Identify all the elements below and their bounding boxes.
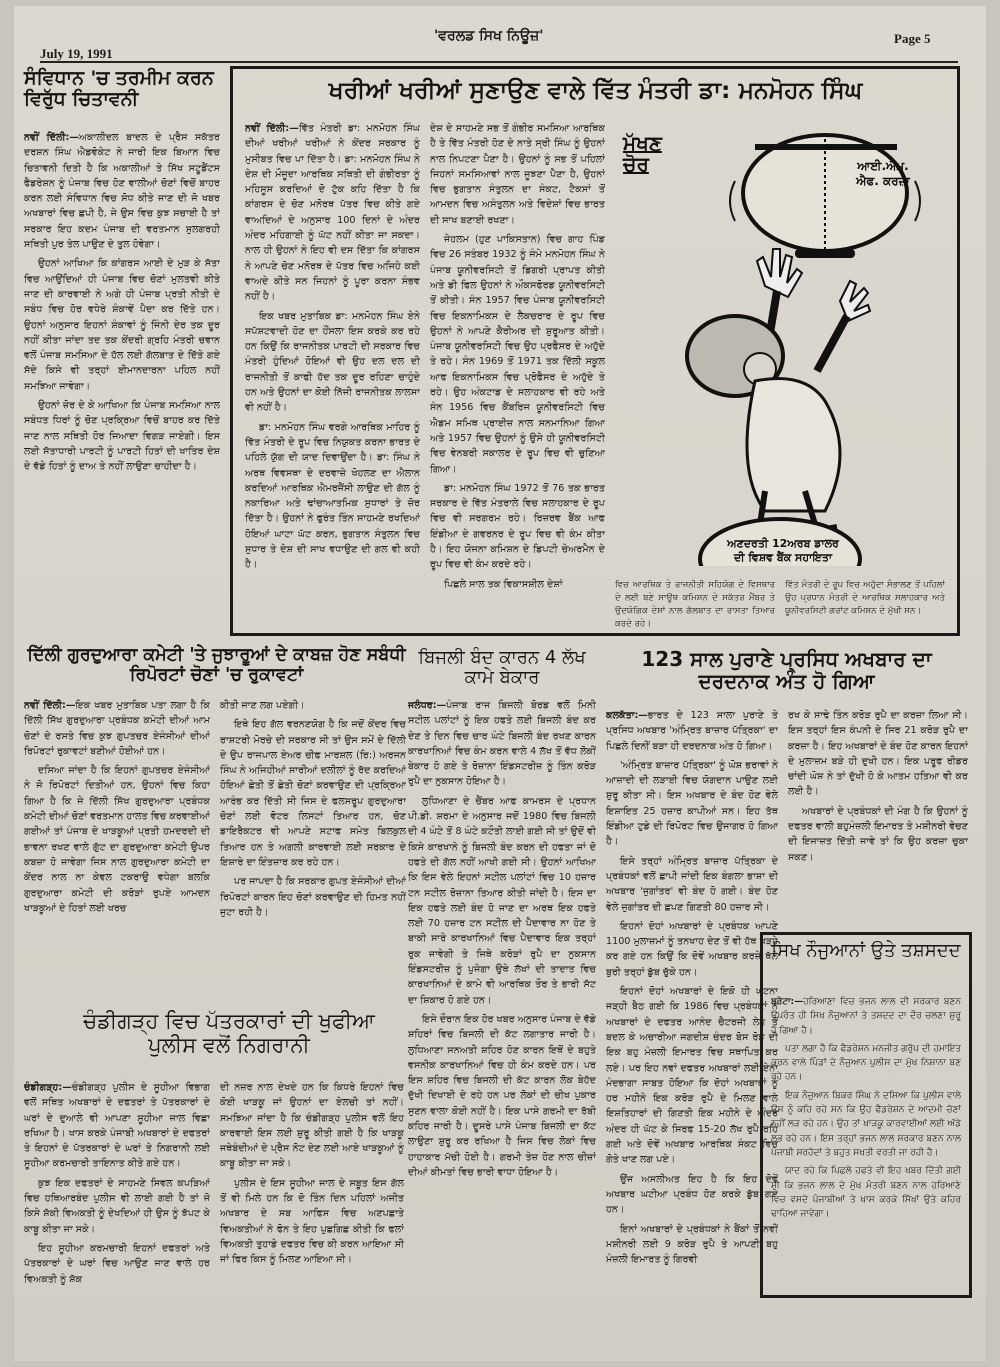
newspaper-name: 'ਵਰਲਡ ਸਿਖ ਨਿਊਜ਼' <box>434 28 544 44</box>
paragraph: ਵਿੱਤ ਮੰਤਰੀ ਡਾ: ਮਨਮੋਹਨ ਸਿੰਘ ਦੀਆਂ ਖਰੀਆਂ ਖਰੀਆਂ ਨੇ ਕੇਂਦਰ ਸਰਕਾਰ ਨੂੰ ਮੁਸੀਬਤ ਵਿਚ ਪਾ ਦਿੱਤਾ ਹੈ। ਡਾ: ਮਨਮੋਹਨ ਸਿੰਘ ਨੇ ਦੇਸ਼ ਦੀ ਮੌਜੂਦਾ ਆਰਥਿਕ ਸਥਿਤੀ ਦੀ ਗੰਭੀਰਤਾ ਨੂੰ ਮਹਿਸੂਸ ਕਰਦਿਆਂ ਦੋ ਟੁੱਕ ਕਹਿ ਦਿੱਤਾ ਹੈ ਕਿ ਕਾਂਗਰਸ ਦੇ ਚੋਣ ਮਨੋਰਥ ਪੱਤਰ ਵਿਚ ਕੀਤੇ ਗਏ ਵਾਅਦਿਆਂ ਦੇ ਅਨੁਸਾਰ 100 ਦਿਨਾਂ ਦੇ ਅੰਦਰ ਅੰਦਰ ਮਹਿਗਾਈ ਨੂੰ ਘੱਟ ਨਹੀਂ ਕੀਤਾ ਜਾ ਸਕਦਾ। ਨਾਲ ਹੀ ਉਹਨਾਂ ਨੇ ਇਹ ਵੀ ਦਸ ਦਿੱਤਾ ਕਿ ਕਾਂਗਰਸ ਨੇ ਆਪਣੇ ਚੋਣ ਮਨੋਰਥ ਦੇ ਪੱਤਰ ਵਿਚ ਅਜਿਹੇ ਕਈ ਵਾਅਦੇ ਕੀਤੇ ਸਨ ਜਿਹਨਾਂ ਨੂੰ ਪੂਰਾ ਕਰਨਾ ਸੰਭਵ ਨਹੀਂ ਹੈ। <box>245 123 420 303</box>
paragraph: ਇਥੇ ਇਹ ਗੱਲ ਵਰਨਣਯੋਗ ਹੈ ਕਿ ਜਦੋਂ ਕੇਂਦਰ ਵਿਚ ਰਾਸ਼ਟਰੀ ਮੋਰਚੇ ਦੀ ਸਰਕਾਰ ਸੀ ਤਾਂ ਉਸ ਸਮੇਂ ਦੇ ਦਿੱਲੀ ਦੇ ਉਪ ਰਾਜਪਾਲ ਏਅਰ ਚੀਫ ਮਾਰਸ਼ਲ (ਰਿ:) ਅਰਜਨ ਸਿੰਘ ਨੇ ਅਜਿਹੀਆਂ ਸਾਰੀਆਂ ਦਲੀਲਾਂ ਨੂੰ ਰੱਦ ਕਰਦਿਆਂ ਹੋਇਆਂ ਛੇਤੀ ਤੋਂ ਛੇਤੀ ਚੋਣਾਂ ਕਰਵਾਉਣ ਦੀ ਪ੍ਰਕ੍ਰਿਆ ਆਰੰਭ ਕਰ ਦਿੱਤੀ ਸੀ ਜਿਸ ਦੇ ਫਲਸਰੂਪ ਗੁਰਦੁਆਰਾ ਚੋਣਾਂ ਲਈ ਵੋਟਰ ਲਿਸਟਾਂ ਤਿਆਰ ਹਨ, ਚੋਣ ਡਾਇਰੈਕਟਰ ਵੀ ਆਪਣੇ ਸਟਾਫ ਸਮੇਤ ਬਿਲਕੁਲ ਤਿਆਰ ਹਨ ਤੇ ਅਗਲੀ ਕਾਰਵਾਈ ਲਈ ਸਰਕਾਰ ਦੇ ਇਸ਼ਾਰੇ ਦਾ ਇੰਤਜ਼ਾਰ ਕਰ ਰਹੇ ਹਨ। <box>220 719 406 868</box>
paragraph: ਇਹਨਾਂ ਦੋਹਾਂ ਅਖਬਾਰਾਂ ਦੇ ਪ੍ਰਬੰਧਕ ਆਪਣੇ 1100 ਮੁਲਾਜ਼ਮਾਂ ਨੂੰ ਤਨਖਾਹ ਦੇਣ ਤੋਂ ਵੀ ਹੱਥ ਖੜ੍ਹੇ ਕਰ ਗਏ ਹਨ ਕਿਉਂ ਕਿ ਦੋਵੇਂ ਅਖਬਾਰ ਕਰਜ਼ੇ ਥੱਲੇ ਬੁਰੀ ਤਰ੍ਹਾਂ ਡੁੱਬ ਚੁੱਕੇ ਹਨ। <box>606 920 778 978</box>
paragraph: ਪੰਜਾਬ ਰਾਜ ਬਿਜਲੀ ਬੋਰਡ ਵਲੋਂ ਮਿਨੀ ਸਟੀਲ ਪਲਾਂਟਾਂ ਨੂੰ ਇਕ ਹਫਤੇ ਲਈ ਬਿਜਲੀ ਬੰਦ ਕਰ ਦੇਣ ਤੇ ਦਿਨ ਵਿਚ ਚਾਰ ਘੰਟੇ ਬਿਜਲੀ ਬੰਦ ਰਖਣ ਕਾਰਨ ਕਾਰਖਾਨਿਆਂ ਵਿਚ ਕੰਮ ਕਰਨ ਵਾਲੇ 4 ਲੱਖ ਤੋਂ ਵੱਧ ਲੋਕੀਂ ਬੇਕਾਰ ਹੋ ਗਏ ਤੇ ਰੋਜ਼ਾਨਾ ਇੰਡਸਟਰੀਜ਼ ਨੂੰ ਤਿੰਨ ਕਰੋੜ ਰੁਪੈ ਦਾ ਨੁਕਸਾਨ ਹੋਇਆ ਹੈ। <box>408 700 596 788</box>
paragraph: ਉਹਨਾਂ ਆਖਿਆ ਕਿ ਕਾਂਗਰਸ ਆਈ ਦੇ ਮੁੜ ਕੇ ਸੱਤਾ ਵਿਚ ਆਉਂਦਿਆਂ ਹੀ ਪੰਜਾਬ ਵਿਚ ਚੋਣਾਂ ਮੁਲਤਵੀ ਕੀਤੇ ਜਾਣ ਦੀ ਕਾਰਵਾਈ ਨੇ ਅਗੇ ਹੀ ਪੰਜਾਬ ਪ੍ਰਤੀ ਨੀਤੀ ਦੇ ਸਬੰਧ ਵਿਚ ਹੋਰ ਵਧੇਰੇ ਸ਼ੰਕਾਵੇਂ ਪੈਦਾ ਕਰ ਦਿੱਤੇ ਹਨ। ਉਹਨਾਂ ਅਨੁਸਾਰ ਇਹਨਾਂ ਸ਼ੰਕਾਵਾਂ ਨੂੰ ਜਿੰਨੀ ਦੇਰ ਤਕ ਦੂਰ ਨਹੀਂ ਕੀਤਾ ਜਾਂਦਾ ਤਦ ਤਕ ਕੇਂਦਰੀ ਗ੍ਰਹਿ ਮੰਤਰੀ ਚਵਾਨ ਵਲੋਂ ਪੰਜਾਬ ਸਮਸਿਆ ਦੇ ਹੱਲ ਲਈ ਗੱਲਬਾਤ ਦੇ ਦਿੱਤੇ ਗਏ ਸੱਦੇ ਕਿਸੇ ਵੀ ਤਰ੍ਹਾਂ ਈਮਾਨਦਾਰਨਾ ਪਹਿਲ ਨਹੀਂ ਸਮਝਿਆ ਜਾਵੇਗਾ। <box>24 258 220 392</box>
chandigarh-column-2 <box>220 1080 404 1348</box>
paragraph: ਇਸੇ ਦੌਰਾਨ ਇਕ ਹੋਰ ਖਬਰ ਅਨੁਸਾਰ ਪੰਜਾਬ ਦੇ ਵੱਡੇ ਸ਼ਹਿਰਾਂ ਵਿਚ ਬਿਜਲੀ ਦੀ ਕੱਟ ਲਗਾਤਾਰ ਜਾਰੀ ਹੈ। ਲੁਧਿਆਣਾ ਸਨਅਤੀ ਸ਼ਹਿਰ ਹੋਣ ਕਾਰਨ ਇਥੋਂ ਦੇ ਬਹੁਤੇ ਵਸਨੀਕ ਕਾਰਖਾਨਿਆਂ ਵਿਚ ਹੀ ਕੰਮ ਕਰਦੇ ਹਨ। ਪਰ ਇਸ ਸ਼ਹਿਰ ਵਿਚ ਬਿਜਲੀ ਦੀ ਕੱਟ ਕਾਰਨ ਲੋਕ ਬੇਹੱਦ ਦੁੱਖੀ ਦਿਖਾਈ ਦੇ ਰਹੇ ਹਨ ਪਰ ਲੋਕਾਂ ਦੀ ਚੀਖ ਪੁਕਾਰ ਸੁਣਨ ਵਾਲਾ ਕੋਈ ਨਹੀਂ ਹੈ। ਇਕ ਪਾਸੇ ਗਰਮੀ ਦਾ ਰੱਬੀ ਕਹਿਰ ਜਾਰੀ ਹੈ। ਦੂਸਰੇ ਪਾਸੇ ਪੰਜਾਬ ਬਿਜਲੀ ਦਾ ਕੱਟ ਲਾਉਣਾ ਸ਼ੁਰੂ ਕਰ ਰਖਿਆ ਹੈ ਜਿਸ ਵਿਚ ਲੋਕਾਂ ਵਿਚ ਹਾਹਾਕਾਰ ਮੱਚੀ ਹੋਈ ਹੈ। ਗਰਮੀ ਤੇਜ਼ ਹੋਣ ਨਾਲ ਚੀਜ਼ਾਂ ਦੀਆਂ ਕੀਮਤਾਂ ਵਿਚ ਭਾਰੀ ਵਾਧਾ ਹੋਇਆ ਹੈ। <box>408 1013 596 1178</box>
constitution-dateline: ਨਵੀਂ ਦਿੱਲੀ:— <box>24 132 79 143</box>
paragraph: ਇਹਨਾਂ ਦੋਹਾਂ ਅਖਬਾਰਾਂ ਦੇ ਇਕੋ ਹੀ ਘਟਨਾ ਜੜ੍ਹੀ ਬੈਠ ਗਈ ਕਿ 1986 ਵਿਚ ਪ੍ਰਬੰਧਕਾਂ ਨੇ ਅਖਬਾਰਾਂ ਦੇ ਦਫਤਰ ਆਨੰਦ ਚੈਟਰਜੀ ਲੇਨ ਤੋਂ ਬਦਲ ਕੇ ਅਚਾਰੀਆ ਜਗਦੀਸ਼ ਚੰਦਰ ਬੋਸ ਰੋਡ ਦੀ ਇਕ ਬਹੁ ਮੰਜ਼ਲੀ ਇਮਾਰਤ ਵਿਚ ਸਥਾਪਿਤ ਕਰ ਲਏ। ਪਰ ਇਹ ਨਵਾਂ ਦਫਤਰ ਅਖਬਾਰਾਂ ਲਈ ਏਨਾ ਮੰਦਭਾਗਾ ਸਾਬਤ ਹੋਇਆ ਕਿ ਦੋਹਾਂ ਅਖਬਾਰਾਂ ਨੂੰ ਹਰ ਮਹੀਨੇ ਇਕ ਕਰੋੜ ਰੁਪੈ ਦੇ ਮਿਲਣ ਵਾਲੇ ਇਸ਼ਤਿਹਾਰਾਂ ਦੀ ਗਿਣਤੀ ਇਕ ਮਹੀਨੇ ਦੇ ਅੰਦਰ ਅੰਦਰ ਹੀ ਘੱਟ ਕੇ ਸਿਰਫ 15-20 ਲੱਖ ਰੁਪੈ ਰਹਿ ਗਈ ਅਤੇ ਦੋਵੇਂ ਅਖਬਾਰ ਆਰਥਿਕ ਸੰਕਟ ਵਿਚ ਗੋਤੇ ਖਾਣ ਲਗ ਪਏ। <box>606 986 778 1166</box>
gurdwara-headline: ਦਿੱਲੀ ਗੁਰਦੁਆਰਾ ਕਮੇਟੀ 'ਤੇ ਜੁਝਾਰੂਆਂ ਦੇ ਕਾਬਜ਼ ਹੋਣ ਸਬੰਧੀ ਰਿਪੋਰਟਾਂ ਚੋਣਾਂ 'ਚ ਰੁਕਾਵਟਾਂ <box>27 645 406 685</box>
youth-article-box <box>760 932 972 1298</box>
youth-dateline: ਬਰੇਟਾ:— <box>771 997 804 1007</box>
paragraph: ਕੁਝ ਇਕ ਦਫਤਰਾਂ ਦੇ ਸਾਹਮਣੇ ਸਿਵਲ ਕਪੜਿਆਂ ਵਿਚ ਹਥਿਆਰਬੰਦ ਪੁਲੀਸ ਵੀ ਲਾਈ ਗਈ ਹੈ ਤਾਂ ਜੋ ਕਿਸੇ ਸ਼ੱਕੀ ਵਿਅਕਤੀ ਨੂੰ ਦੇਖਦਿਆਂ ਹੀ ਉਸ ਨੂੰ ਝੱਪਟ ਕੇ ਕਾਬੂ ਕੀਤਾ ਜਾ ਸਕੇ। <box>24 1177 210 1235</box>
bijli-article-body <box>408 698 596 1348</box>
paragraph: ਰਖ ਕੇ ਸਾਢੇ ਤਿੰਨ ਕਰੋੜ ਰੁਪੈ ਦਾ ਕਰਜ਼ਾ ਲਿਆ ਸੀ। ਇਸ ਤਰ੍ਹਾਂ ਇਸ ਕੰਪਨੀ ਦੇ ਸਿਰ 21 ਕਰੋੜ ਰੁਪੈ ਦਾ ਕਰਜ਼ਾ ਹੈ। ਇਹ ਅਖਬਾਰਾਂ ਦੇ ਬੰਦ ਹੋਣ ਕਾਰਨ ਇਹਨਾਂ ਦੇ ਮੁਲਾਜ਼ਮ ਬੜੇ ਹੀ ਦੁਖੀ ਹਨ। ਇਕ ਪਰੂਫ ਰੀਡਰ ਚਾਂਦੀ ਘੋਸ਼ ਨੇ ਤਾਂ ਦੁੱਖੀ ਹੋ ਕੇ ਆਤਮ ਹਤਿਆ ਵੀ ਕਰ ਲਈ ਹੈ। <box>788 710 968 798</box>
manmohan-column-3: ਵਿਚ ਆਰਥਿਕ ਤੇ ਰਾਜਨੀਤੀ ਸਹਿਯੋਗ ਦੇ ਵਿਸਥਾਰ ਦੇ ਲਈ ਬਣੇ ਸਾਊਥ ਕਮਿਸ਼ਨ ਦੇ ਸਕੱਤਰ ਮੈਂਬਰ ਤੇ ਉਦਯੋਗਿਕ ਦੇਸ਼ਾਂ ਨਾਲ ਗੱਲਬਾਤ ਦਾ ਰਾਸਤਾ ਤਿਆਰ ਕਰਦੇ ਰਹੇ। <box>615 580 775 629</box>
cartoon-title: ਮੱਖਣ ਚੋਰ <box>623 131 662 176</box>
gurdwara-column-2 <box>220 698 406 998</box>
body <box>747 379 840 512</box>
paragraph: ਪਤਾ ਲਗਾ ਹੈ ਕਿ ਫੈਡਰੇਸ਼ਨ ਮਨਜੀਤ ਗਰੁੱਪ ਦੀ ਹਮਾਇਤ ਕਰਨ ਵਾਲੇ ਪਿੰਡਾਂ ਦੇ ਨੌਜੁਆਨ ਪੁਲੀਸ ਦਾ ਮੁੱਖ ਨਿਸ਼ਾਨਾ ਬਣ ਰਹੇ ਹਨ। <box>771 1043 961 1083</box>
constitution-headline: ਸੰਵਿਧਾਨ 'ਚ ਤਰਮੀਮ ਕਰਨ ਵਿਰੁੱਧ ਚਿਤਾਵਨੀ <box>24 67 214 111</box>
paragraph: ਲੁਧਿਆਣਾ ਦੇ ਚੈਂਬਰ ਆਫ ਕਾਮਰਸ ਦੇ ਪ੍ਰਧਾਨ ਪੀ.ਡੀ. ਸ਼ਰਮਾ ਦੇ ਅਨੁਸਾਰ ਜਦੋਂ 1980 ਵਿਚ ਬਿਜਲੀ ਦੀ 4 ਘੰਟੇ ਤੋਂ 8 ਘੰਟੇ ਕਟੌਤੀ ਲਾਈ ਗਈ ਸੀ ਤਾਂ ਉਦੋਂ ਵੀ ਕਿਸੇ ਕਾਰਖਾਨੇ ਨੂੰ ਬਿਜਲੀ ਬੰਦ ਕਰਨ ਦੀ ਹਫਤਾ ਜਾਂ ਦੋ ਹਫਤੇ ਦੀ ਗੱਲ ਨਹੀਂ ਆਖੀ ਗਈ ਸੀ। ਉਹਨਾਂ ਆਖਿਆ ਕਿ ਇਸ ਵੇਲੇ ਇਹਨਾਂ ਸਟੀਲ ਪਲਾਂਟਾਂ ਵਿਚ 10 ਹਜ਼ਾਰ ਟਨ ਸਟੀਲ ਰੋਜ਼ਾਨਾ ਤਿਆਰ ਕੀਤੀ ਜਾਂਦੀ ਹੈ। ਇਸ ਦਾ ਇਕ ਹਫਤੇ ਲਈ ਬੰਦ ਹੋ ਜਾਣ ਦਾ ਅਰਥ ਇਕ ਹਫਤੇ ਲਈ 70 ਹਜ਼ਾਰ ਟਨ ਸਟੀਲ ਦੀ ਪੈਦਾਵਾਰ ਨਾ ਹੋਣ ਤੇ ਬਾਕੀ ਸਾਰੇ ਕਾਰਖਾਨਿਆਂ ਵਿਚ ਪੈਦਾਵਾਰ ਇਕ ਤਰ੍ਹਾਂ ਰੁਕ ਜਾਵੇਗੀ ਤੇ ਜਿਥੇ ਕਰੋੜਾਂ ਰੁਪੈ ਦਾ ਨੁਕਸਾਨ ਇੰਡਸਟਰੀਜ਼ ਨੂੰ ਪੁਜੇਗਾ ਉਥੇ ਲੱਖਾਂ ਦੀ ਤਾਦਾਤ ਵਿਚ ਕਾਰਖਾਨਿਆਂ ਦੇ ਕਾਮੇ ਵੀ ਆਰਥਿਕ ਤੌਰ ਤੇ ਭਾਰੀ ਸੱਟ ਦਾ ਸ਼ਿਕਾਰ ਹੋ ਗਏ ਹਨ। <box>408 795 596 1006</box>
paragraph: ਪਰ ਜਾਪਦਾ ਹੈ ਕਿ ਸਰਕਾਰ ਗੁਪਤ ਏਜੰਸੀਆਂ ਦੀਆਂ ਰਿਪੋਰਟਾਂ ਕਾਰਨ ਇਹ ਚੋਣਾਂ ਕਰਵਾਉਣ ਦੀ ਹਿਮਤ ਨਹੀਂ ਜੁਟਾ ਰਹੀ ਹੈ। <box>220 876 406 918</box>
manmohan-headline: ਖਰੀਆਂ ਖਰੀਆਂ ਸੁਣਾਉਣ ਵਾਲੇ ਵਿੱਤ ਮੰਤਰੀ ਡਾ: ਮਨਮੋਹਨ ਸਿੰਘ <box>328 76 863 104</box>
newspaper-dateline: ਕਲਕੱਤਾ:— <box>606 710 648 721</box>
masthead-rule <box>40 61 958 63</box>
base-label: ਅਣਦਰਤੀ 12ਅਰਬ ਡਾਲਰ ਦੀ ਵਿਸ਼ਵ ਬੈਂਕ ਸਹਾਇਤਾ <box>727 537 839 564</box>
paragraph: ਦੀ ਨਜ਼ਰ ਨਾਲ ਦੇਖਦੇ ਹਨ ਕਿ ਕਿਧਰੇ ਇਹਨਾਂ ਵਿਚ ਕੋਈ ਖਾੜਕੂ ਜਾਂ ਉਹਨਾਂ ਦਾ ਏਲਚੀ ਤਾਂ ਨਹੀਂ। ਸਮਝਿਆ ਜਾਂਦਾ ਹੈ ਕਿ ਚੰਡੀਗੜ੍ਹ ਪੁਲੀਸ ਵਲੋਂ ਇਹ ਕਾਰਵਾਈ ਇਸ ਲਈ ਸ਼ੁਰੂ ਕੀਤੀ ਗਈ ਹੈ ਕਿ ਖਾੜਕੂ ਜਥੇਬੰਦੀਆਂ ਦੇ ਪ੍ਰੈਸ ਨੋਟ ਦੇਣ ਲਈ ਆਏ ਖਾੜਕੂਆਂ ਨੂੰ ਕਾਬੂ ਕੀਤਾ ਜਾ ਸਕੇ। <box>220 1082 404 1170</box>
constitution-article-body <box>24 130 220 635</box>
chandigarh-dateline: ਚੰਡੀਗੜ੍ਹ:— <box>24 1082 72 1093</box>
paragraph: ਡਾ: ਮਨਮੋਹਨ ਸਿੰਘ ਵਰਗੇ ਆਰਥਿਕ ਮਾਹਿਰ ਨੂੰ ਵਿੱਤ ਮੰਤਰੀ ਦੇ ਰੂਪ ਵਿਚ ਨਿਯੁਕਤ ਕਰਨਾ ਭਾਰਤ ਦੇ ਪਹਿਲੇ ਯੁੱਗ ਦੀ ਯਾਦ ਦਿਵਾਉਂਦਾ ਹੈ। ਡਾ: ਸਿੰਘ ਨੇ ਅਰਥ ਵਿਵਸਥਾ ਦੇ ਦਰਵਾਜ਼ੇ ਖੋਹਲਣ ਦਾ ਐਲਾਨ ਕਰਦਿਆਂ ਆਰਥਿਕ ਐਮਰਜੈਂਸੀ ਲਾਉਣ ਦੀ ਗੱਲ ਨੂੰ ਨਕਾਰਿਆ ਅਤੇ ਢਾਂਚਾਆਤਮਿਕ ਸੁਧਾਰਾਂ ਤੇ ਜ਼ੋਰ ਦਿੱਤਾ ਹੈ। ਉਹਨਾਂ ਨੇ ਫੁਰੰਤ ਤਿੰਨ ਸਾਹਮਣੇ ਰਖਦਿਆਂ ਹੋਇਆਂ ਘਾਟਾ ਘੱਟ ਕਰਨ, ਭੁਗਤਾਨ ਸੰਤੁਲਨ ਵਿਚ ਸੁਧਾਰ ਤੇ ਦੇਸ਼ ਦੀ ਸਾਖ ਵਧਾਉਣ ਦੀ ਗਲ ਵੀ ਕਹੀ ਹੈ। <box>245 421 420 571</box>
paragraph: ਹਰਿਆਣਾ ਵਿਚ ਭਜਨ ਲਾਲ ਦੀ ਸਰਕਾਰ ਬਣਨ ਉਪਰੰਤ ਹੀ ਸਿਖ ਨੌਜੁਆਨਾਂ ਤੇ ਤਸ਼ਦਦ ਦਾ ਦੌਰ ਚਲਣਾ ਸ਼ੁਰੂ ਹੋ ਗਿਆ ਹੈ। <box>771 997 961 1036</box>
newspaper-page <box>14 6 986 1361</box>
paragraph: ਇਕ ਖਬਰ ਮੁਤਾਬਿਕ ਪਤਾ ਲਗਾ ਹੈ ਕਿ ਦਿੱਲੀ ਸਿੱਖ ਗੁਰਦੁਆਰਾ ਪ੍ਰਬੰਧਕ ਕਮੇਟੀ ਦੀਆਂ ਆਮ ਚੋਣਾਂ ਦੇ ਰਸਤੇ ਵਿਚ ਕੁਝ ਗੁਪਤਚਰ ਏਜੰਸੀਆਂ ਦੀਆਂ ਰਿਪੋਰਟਾਂ ਰੁਕਾਵਟਾਂ ਬਣੀਆਂ ਹੋਈਆਂ ਹਨ। <box>24 700 210 757</box>
paragraph: ਪੁਲੀਸ ਦੇ ਇਸ ਸੂਹੀਆ ਜਾਲ ਦੇ ਸਬੂਤ ਇਸ ਗੱਲ ਤੋਂ ਵੀ ਮਿਲੇ ਹਨ ਕਿ ਦੋ ਤਿੰਨ ਦਿਨ ਪਹਿਲਾਂ ਅਜੀਤ ਅਖਬਾਰ ਦੇ ਸਬ ਆਫਿਸ ਵਿਚ ਅਣਪਛਾਤੇ ਵਿਅਕਤੀਆਂ ਨੇ ਫੋਨ ਤੇ ਇਹ ਪੁਛਗਿਛ ਕੀਤੀ ਕਿ ਫਲਾਂ ਵਿਅਕਤੀ ਤੁਹਾਡੇ ਦਫਤਰ ਵਿਚ ਕੀ ਕਰਨ ਆਇਆ ਸੀ ਜਾਂ ਫਿਰ ਕਿਸ ਨੂੰ ਮਿਲਣ ਆਇਆ ਸੀ। <box>220 1177 404 1266</box>
manmohan-article-box <box>230 66 960 636</box>
pot-label: ਆਈ.ਐਮ. ਐਫ. ਕਰਜ਼ਾ <box>856 159 910 188</box>
paragraph: ਜੇਹਲਮ (ਹੁਣ ਪਾਕਿਸਤਾਨ) ਵਿਚ ਗਾਹ ਪਿੰਡ ਵਿਚ 26 ਸਤੰਬਰ 1932 ਨੂੰ ਜੰਮੇ ਮਨਮੋਹਨ ਸਿੰਘ ਨੇ ਪੰਜਾਬ ਯੂਨੀਵਰਸਿਟੀ ਤੋਂ ਡਿਗਰੀ ਪ੍ਰਾਪਤ ਕੀਤੀ ਅਤੇ ਡੀ ਫਿਲ ਉਹਨਾਂ ਨੇ ਔਕਸਫੋਰਡ ਯੂਨੀਵਰਸਿਟੀ ਤੋਂ ਕੀਤੀ। ਸੰਨ 1957 ਵਿਚ ਪੰਜਾਬ ਯੂਨੀਵਰਸਿਟੀ ਵਿਚ ਇਕਨਾਮਿਕਸ ਦੇ ਲੈਕਚਰਾਰ ਦੇ ਰੂਪ ਵਿਚ ਉਹਨਾਂ ਨੇ ਆਪਣੇ ਕੈਰੀਅਰ ਦੀ ਸ਼ੁਰੂਆਤ ਕੀਤੀ। ਪੰਜਾਬ ਯੂਨੀਵਰਸਿਟੀ ਵਿਚ ਉਹ ਪ੍ਰਫੈਸਰ ਦੇ ਅਹੁੱਦੇ ਤੇ ਰਹੇ। ਸੰਨ 1969 ਤੋਂ 1971 ਤਕ ਦਿੱਲੀ ਸਕੂਲ ਆਫ ਇਕਨਾਮਿਕਸ ਵਿਚ ਪ੍ਰੋਫੈਸਰ ਦੇ ਅਹੁੱਦੇ ਤੇ ਰਹੇ। ਉਹ ਅੰਕਟਾਡ ਦੇ ਸਲਾਹਕਾਰ ਵੀ ਰਹੇ ਅਤੇ ਸੰਨ 1956 ਵਿਚ ਕੈਂਬਰਿਜ ਯੂਨੀਵਰਸਿਟੀ ਵਿਚ ਐਡਮ ਸਮਿਥ ਪ੍ਰਾਈਜ਼ ਨਾਲ ਸਨਮਾਨਿਆ ਗਿਆ ਅਤੇ 1957 ਵਿਚ ਉਹਨਾਂ ਨੂੰ ਉਸੇ ਹੀ ਯੂਨੀਵਰਸਿਟੀ ਵਿਚ ਵੇਨਬਰੀ ਸਕਾਲਰ ਦੇ ਰੂਪ ਵਿਚ ਵੀ ਚੁਣਿਆ ਗਿਆ। <box>430 234 605 475</box>
gurdwara-dateline: ਨਵੀਂ ਦਿੱਲੀ:— <box>24 700 76 711</box>
issue-date: July 19, 1991 <box>40 46 113 61</box>
paragraph: ਭਾਰਤ ਦੇ 123 ਸਾਲਾ ਪੁਰਾਣੇ ਤੇ ਪ੍ਰਸਿਧ ਅਖਬਾਰ 'ਅੰਮ੍ਰਿਤ ਬਾਜ਼ਾਰ ਪੱਤ੍ਰਿਕਾ' ਦਾ ਪਿਛਲੇ ਦਿਨੀਂ ਬੜਾ ਹੀ ਦਰਦਨਾਕ ਅੰਤ ਹੋ ਗਿਆ। <box>606 710 778 752</box>
paragraph: ਯਾਦ ਰਹੇ ਕਿ ਪਿਛਲੇ ਹਫਤੇ ਵੀ ਇਹ ਖਬਰ ਦਿੱਤੀ ਗਈ ਸੀ ਕਿ ਭਜਨ ਲਾਲ ਦੇ ਮੁੱਖ ਮੰਤਰੀ ਬਣਨ ਨਾਲ ਹਰਿਆਣੇ ਵਿਚ ਵਸਦੇ ਪੰਜਾਬੀਆਂ ਤੇ ਖਾਸ ਕਰਕੇ ਸਿੱਖਾਂ ਉਤੇ ਕਹਿਰ ਢਾਹਿਆ ਜਾਵੇਗਾ। <box>771 1166 961 1220</box>
manmohan-column-1 <box>245 121 420 633</box>
manmohan-column-2 <box>430 121 605 633</box>
youth-article-body <box>771 995 961 1291</box>
chandigarh-column-1 <box>24 1080 210 1348</box>
bijli-headline: ਬਿਜਲੀ ਬੰਦ ਕਾਰਨ 4 ਲੱਖ ਕਾਮੇ ਬੇਕਾਰ <box>418 647 586 689</box>
paragraph: ਚੰਡੀਗੜ੍ਹ ਪੁਲੀਸ ਦੇ ਸੂਹੀਆ ਵਿਭਾਗ ਵਲੋਂ ਸਥਿਤ ਅਖਬਾਰਾਂ ਦੇ ਦਫਤਰਾਂ ਤੇ ਪੱਤਰਕਾਰਾਂ ਦੇ ਘਰਾਂ ਦੇ ਦੁਆਲੇ ਵੀ ਆਪਣਾ ਸੂਹੀਆ ਜਾਲ ਵਿਛਾ ਰਖਿਆ ਹੈ। ਖਾਸ ਕਰਕੇ ਪੰਜਾਬੀ ਅਖਬਾਰਾਂ ਦੇ ਦਫਤਰਾਂ ਤੇ ਇਹਨਾਂ ਦੇ ਪੱਤਰਕਾਰਾਂ ਦੇ ਘਰਾਂ ਤੇ ਨਿਗਰਾਨੀ ਲਈ ਸੂਹੀਆ ਕਰਮਚਾਰੀ ਤਾਇਨਾਤ ਕੀਤੇ ਗਏ ਹਨ। <box>24 1082 210 1170</box>
paragraph: ਇਸੇ ਤਰ੍ਹਾਂ ਅੰਮ੍ਰਿਤ ਬਾਜ਼ਾਰ ਪੱਤ੍ਰਿਕਾ ਦੇ ਪ੍ਰਬੰਧਕਾਂ ਵਲੋਂ ਛਾਪੀ ਜਾਂਦੀ ਇਕ ਬੰਗਲਾ ਭਾਸ਼ਾ ਦੀ ਅਖਬਾਰ 'ਜੁਗਾਂਤਰ' ਵੀ ਬੰਦ ਹੋ ਗਈ। ਬੰਦ ਹੋਣ ਵੇਲੇ ਜੁਗਾਂਤਰ ਦੀ ਛਪਣ ਗਿਣਤੀ 80 ਹਜ਼ਾਰ ਸੀ। <box>606 855 778 913</box>
manmohan-dateline: ਨਵੀਂ ਦਿੱਲੀ:— <box>245 123 299 134</box>
paragraph: ਇਹ ਸੂਹੀਆ ਕਰਮਚਾਰੀ ਇਹਨਾਂ ਦਫਤਰਾਂ ਅਤੇ ਪੱਤਰਕਾਰਾਂ ਦੇ ਘਰਾਂ ਵਿਚ ਆਉਣ ਜਾਣ ਵਾਲੇ ਹਰ ਵਿਅਕਤੀ ਨੂੰ ਸ਼ੱਕ <box>24 1242 210 1285</box>
paragraph: ਉਂਜ ਅਸਲੀਅਤ ਇਹ ਹੈ ਕਿ ਇਹ ਦੋਵੇਂ ਅਖਬਾਰ ਘਟੀਆ ਪ੍ਰਬੰਧ ਹੋਣ ਕਰਕੇ ਡੁੱਬ ਗਏ ਹਨ। <box>606 1173 778 1216</box>
paragraph: ਡਾ: ਮਨਮੋਹਨ ਸਿੰਘ 1972 ਤੋਂ 76 ਤਕ ਭਾਰਤ ਸਰਕਾਰ ਦੇ ਵਿੱਤ ਮੰਤਰਾਲੇ ਵਿਚ ਸਲਾਹਕਾਰ ਦੇ ਰੂਪ ਵਿਚ ਵੀ ਸਰਗਰਮ ਰਹੇ। ਰਿਜ਼ਰਵ ਬੈਂਕ ਆਫ ਇੰਡੀਆ ਦੇ ਗਵਰਨਰ ਦੇ ਰੂਪ ਵਿਚ ਵੀ ਕੰਮ ਕੀਤਾ ਹੈ। ਇਹ ਯੋਜਨਾ ਕਮਿਸ਼ਨ ਦੇ ਡਿਪਟੀ ਚੇਅਰਮੈਨ ਦੇ ਰੂਪ ਵਿਚ ਵੀ ਕੰਮ ਕਰਦੇ ਰਹੇ। <box>430 482 605 571</box>
paragraph: ਕੀਤੀ ਜਾਣ ਲਗ ਪਏਗੀ। <box>220 700 305 711</box>
paragraph: 'ਅੰਮ੍ਰਿਤ ਬਾਜ਼ਾਰ ਪੱਤ੍ਰਿਕਾ' ਨੂੰ ਘੋਸ਼ ਭਰਾਵਾਂ ਨੇ ਆਜ਼ਾਦੀ ਦੀ ਲੜਾਈ ਵਿਚ ਯੋਗਦਾਨ ਪਾਉਣ ਲਈ ਸ਼ੁਰੂ ਕੀਤਾ ਸੀ। ਇਸ ਅਖਬਾਰ ਦੇ ਬੰਦ ਹੋਣ ਵੇਲੇ ਇਸ਼ਾਇਤ 25 ਹਜ਼ਾਰ ਕਾਪੀਆਂ ਸਨ। ਇਹ ਤੱਥ ਇੰਡੀਆ ਟੁਡੇ ਦੀ ਰਿਪੋਰਟ ਵਿਚ ਉਜਾਗਰ ਹੋ ਗਿਆ ਹੈ। <box>606 759 778 848</box>
paragraph: ਅਖਬਾਰਾਂ ਦੇ ਪ੍ਰਬੰਧਕਾਂ ਦੀ ਮੰਗ ਹੈ ਕਿ ਉਹਨਾਂ ਨੂੰ ਦਫਤਰ ਵਾਲੀ ਬਹੁਮੰਜ਼ਲੀ ਇਮਾਰਤ ਤੇ ਮਸ਼ੀਨਰੀ ਵੇਚਣ ਦੀ ਇਜਾਜ਼ਤ ਦਿੱਤੀ ਜਾਵੇ ਤਾਂ ਕਿ ਉਹ ਕਰਜ਼ਾ ਚੁਕਾ ਸਕਣ। <box>788 805 968 863</box>
newspaper-column-2 <box>788 708 968 922</box>
paragraph: ਦਸਿਆ ਜਾਂਦਾ ਹੈ ਕਿ ਇਹਨਾਂ ਗੁਪਤਚਰ ਏਜੰਸੀਆਂ ਨੇ ਜੋ ਰਿਪੋਰਟਾਂ ਦਿਤੀਆਂ ਹਨ, ਉਹਨਾਂ ਵਿਚ ਕਿਹਾ ਗਿਆ ਹੈ ਕਿ ਜੇ ਦਿੱਲੀ ਸਿੱਖ ਗੁਰਦੁਆਰਾ ਪ੍ਰਬੰਧਕ ਕਮੇਟੀ ਦੀਆਂ ਚੋਣਾਂ ਵਰਤਮਾਨ ਹਾਲਤ ਵਿਚ ਕਰਵਾਈਆਂ ਗਈਆਂ ਤਾਂ ਪੰਜਾਬ ਦੇ ਖਾੜਕੂਆਂ ਪ੍ਰਤੀ ਹਮਦਰਦੀ ਦੀ ਭਾਵਨਾ ਰਖਣ ਵਾਲੇ ਗੁੱਟ ਦਾ ਗੁਰਦੁਆਰਾ ਕਮੇਟੀ ਉਪਰ ਕਬਜ਼ਾ ਹੋ ਜਾਵੇਗਾ ਜਿਸ ਨਾਲ ਗੁਰਦੁਆਰਾ ਕਮੇਟੀ ਦਾ ਕੇਂਦਰ ਨਾਲ ਨਾ ਕੇਵਲ ਟਕਰਾਉ ਵਧੇਗਾ ਬਲਕਿ ਗੁਰਦੁਆਰਾ ਕਮੇਟੀ ਦੀ ਕਰੋੜਾਂ ਰੁਪਏ ਆਮਦਨ ਖਾੜਕੂਆਂ ਦੇ ਹਿਤਾਂ ਲਈ ਖਰਚ <box>24 765 210 914</box>
manmohan-column-4: ਵਿੱਤ ਮੰਤਰੀ ਦੇ ਰੂਪ ਵਿਚ ਅਹੁੱਦਾ ਸੰਭਾਲਣ ਤੋਂ ਪਹਿਲਾਂ ਉਹ ਪ੍ਰਧਾਨ ਮੰਤਰੀ ਦੇ ਆਰਥਿਕ ਸਲਾਹਕਾਰ ਅਤੇ ਯੂਨੀਵਰਸਿਟੀ ਗਰਾਂਟ ਕਮਿਸ਼ਨ ਦੇ ਮੁੱਖੀ ਸਨ। <box>785 580 945 616</box>
hand-left <box>757 249 802 297</box>
gurdwara-column-1 <box>24 698 210 998</box>
page-number: Page 5 <box>894 31 931 46</box>
paragraph: ਦੇਸ਼ ਦੇ ਸਾਹਮਣੇ ਸਭ ਤੋਂ ਗੰਭੀਰ ਸਮਸਿਆ ਆਰਥਿਕ ਹੈ ਤੇ ਵਿੱਤ ਮੰਤਰੀ ਹੋਣ ਦੇ ਨਾਤੇ ਸ੍ਰੀ ਸਿੰਘ ਨੂੰ ਉਹਨਾਂ ਨਾਲ ਨਿਪਟਣਾ ਪੈਣਾ ਹੈ। ਉਹਨਾਂ ਨੂੰ ਸਭ ਤੋਂ ਪਹਿਲਾਂ ਜਿਹਨਾਂ ਸਮਸਿਆਵਾਂ ਨਾਲ ਜੂਝਣਾ ਪੈਣਾ ਹੈ, ਉਹਨਾਂ ਵਿਚ ਭੁਗਤਾਨ ਸੰਤੁਲਨ ਦਾ ਸੰਕਟ, ਟੈਕਸਾਂ ਤੋਂ ਆਮਦਨ ਵਿਚ ਅਸੰਤੁਲਨ ਅਤੇ ਵਿਦੇਸ਼ਾਂ ਵਿਚ ਭਾਰਤ ਦੀ ਸਾਖ ਬਣਾਈ ਰਖਣਾ। <box>430 123 605 226</box>
newspaper-column-1 <box>606 708 778 1348</box>
paragraph: ਇਨਾਂ ਅਖਬਾਰਾਂ ਦੇ ਪ੍ਰਬੰਧਕਾਂ ਨੇ ਬੈਂਕਾਂ ਤੋਂ ਨਵੀਂ ਮਸ਼ੀਨਰੀ ਲਈ 9 ਕਰੋੜ ਰੁਪੈ ਤੇ ਆਪਣੀ ਬਹੁ ਮੰਜ਼ਲੀ ਇਮਾਰਤ ਨੂੰ ਗਿਰਵੀ <box>606 1223 778 1266</box>
paragraph: ਅਕਾਲੀਦਲ ਬਾਦਲ ਦੇ ਪ੍ਰੈਸ ਸਕੱਤਰ ਦਰਸ਼ਨ ਸਿੰਘ ਐਡਵੋਕੇਟ ਨੇ ਜਾਰੀ ਇਕ ਬਿਆਨ ਵਿਚ ਚਿਤਾਵਨੀ ਦਿਤੀ ਹੈ ਕਿ ਅਕਾਲੀਆਂ ਤੇ ਸਿੱਖ ਸਟੂਡੈਂਟਸ ਫੈਡਰੇਸ਼ਨ ਨੂੰ ਪੰਜਾਬ ਵਿਚ ਹੋਣ ਵਾਲੀਆਂ ਚੋਣਾਂ ਵਿਚੋਂ ਬਾਹਰ ਕਰਨ ਲਈ ਸੰਵਿਧਾਨ ਵਿਚ ਸੋਧ ਕੀਤੇ ਜਾਣ ਦੀ ਜੋ ਖਬਰ ਅਖਬਾਰਾਂ ਵਿਚ ਛਪੀ ਹੈ, ਜੇ ਉਸ ਵਿਚ ਕੁਝ ਸਚਾਈ ਹੈ ਤਾਂ ਸਰਕਾਰ ਇਹ ਕਦਮ ਪੰਜਾਬ ਦੀ ਵਰਤਮਾਨ ਸੁਲਗਰਹੀ ਸਥਿਤੀ ਪੁਰ ਤੇਲ ਪਾਉਣ ਦੇ ਤੁਲ ਹੋਵੇਗਾ। <box>24 132 220 251</box>
paragraph: ਪਿਛਲੇ ਸਾਲ ਤਕ ਵਿਕਾਸਸ਼ੀਲ ਦੇਸ਼ਾਂ <box>444 578 563 590</box>
cartoon-illustration <box>615 111 945 566</box>
bijli-dateline: ਜਲੰਧਰ:— <box>408 700 447 711</box>
chandigarh-headline: ਚੰਡੀਗੜ੍ਹ ਵਿਚ ਪੱਤਰਕਾਰਾਂ ਦੀ ਖੁਫੀਆ ਪੁਲੀਸ ਵਲੋਂ ਨਿਗਰਾਨੀ <box>83 1009 375 1057</box>
paragraph: ਉਹਨਾਂ ਜ਼ੋਰ ਦੇ ਕੇ ਆਖਿਆ ਕਿ ਪੰਜਾਬ ਸਮਸਿਆ ਨਾਲ ਸਬੰਧਤ ਧਿਰਾਂ ਨੂੰ ਚੋਣ ਪ੍ਰਕ੍ਰਿਆ ਵਿਚੋਂ ਬਾਹਰ ਕਰ ਦਿੱਤੇ ਜਾਣ ਨਾਲ ਸਥਿਤੀ ਹੋਰ ਜਿਆਦਾ ਵਿਗੜ ਜਾਏਗੀ। ਇਸ ਲਈ ਸੱਤਾਧਾਰੀ ਪਾਰਟੀ ਨੂੰ ਪਾਰਟੀ ਹਿਤਾਂ ਦੀ ਖਾਤਿਰ ਦੇਸ਼ ਦੇ ਵੱਡੇ ਹਿਤਾਂ ਨੂੰ ਦਾਅ ਤੇ ਨਹੀਂ ਲਾਉਣਾ ਚਾਹੀਦਾ ਹੈ। <box>24 400 220 473</box>
paragraph: ਇਕ ਨੌਜੁਆਨ ਬਿਕਰ ਸਿੰਘ ਨੇ ਦਸਿਆ ਕਿ ਪੁਲੀਸ ਵਾਲੇ ਉਸ ਨੂੰ ਕਹਿ ਰਹੇ ਸਨ ਕਿ ਉਹ ਫੈਡਰੇਸ਼ਨ ਦੇ ਆਦਮੀ ਚੋਣਾਂ ਨਹੀਂ ਲੜ ਰਹੇ ਹਨ। ਉਹ ਤਾਂ ਖਾੜਕੂ ਕਾਰਵਾਈਆਂ ਲਈ ਅੱਡੇ ਲਭ ਰਹੇ ਹਨ। ਇਸ ਤਰ੍ਹਾਂ ਭਜਨ ਲਾਲ ਸਰਕਾਰ ਬਣਨ ਨਾਲ ਪੰਜਾਬੀ ਸਰਹੱਦਾਂ ਤੇ ਬਹੁਤ ਸਖਤੀ ਵਰਤੀ ਜਾ ਰਹੀ ਹੈ। <box>771 1090 961 1158</box>
newspaper-headline: 123 ਸਾਲ ਪੁਰਾਣੇ ਪ੍ਰਸਿਧ ਅਖਬਾਰ ਦਾ ਦਰਦਨਾਕ ਅੰਤ ਹੋ ਗਿਆ <box>641 647 932 694</box>
youth-headline: ਸਿਖ ਨੌਜੁਆਨਾਂ ਉਤੇ ਤਸ਼ਸਦਦ <box>771 940 961 961</box>
paragraph: ਇਕ ਖਬਰ ਮੁਤਾਬਿਕ ਡਾ: ਮਨਮੋਹਨ ਸਿੰਘ ਏਨੇ ਸਪੱਸ਼ਟਵਾਦੀ ਹੋਣ ਦਾ ਹੌਂਸਲਾ ਇਸ ਕਰਕੇ ਕਰ ਰਹੇ ਹਨ ਕਿਉਂ ਕਿ ਰਾਜਨੀਤਕ ਪਾਰਟੀ ਦੀ ਸਰਕਾਰ ਵਿਚ ਮੰਤਰੀ ਹੁੰਦਿਆਂ ਹੋਇਆਂ ਵੀ ਉਹ ਦਲ ਦਲ ਦੀ ਰਾਜਨੀਤੀ ਤੋਂ ਕਾਫੀ ਹੱਦ ਤਕ ਦੂਰ ਰਹਿਣਾ ਚਾਹੁੰਦੇ ਹਨ ਅਤੇ ਉਹਨਾਂ ਦਾ ਕੋਈ ਨਿੱਜੀ ਰਾਜਨੀਤਕ ਲਾਲਸਾ ਵੀ ਨਹੀਂ ਹੈ। <box>245 310 420 414</box>
